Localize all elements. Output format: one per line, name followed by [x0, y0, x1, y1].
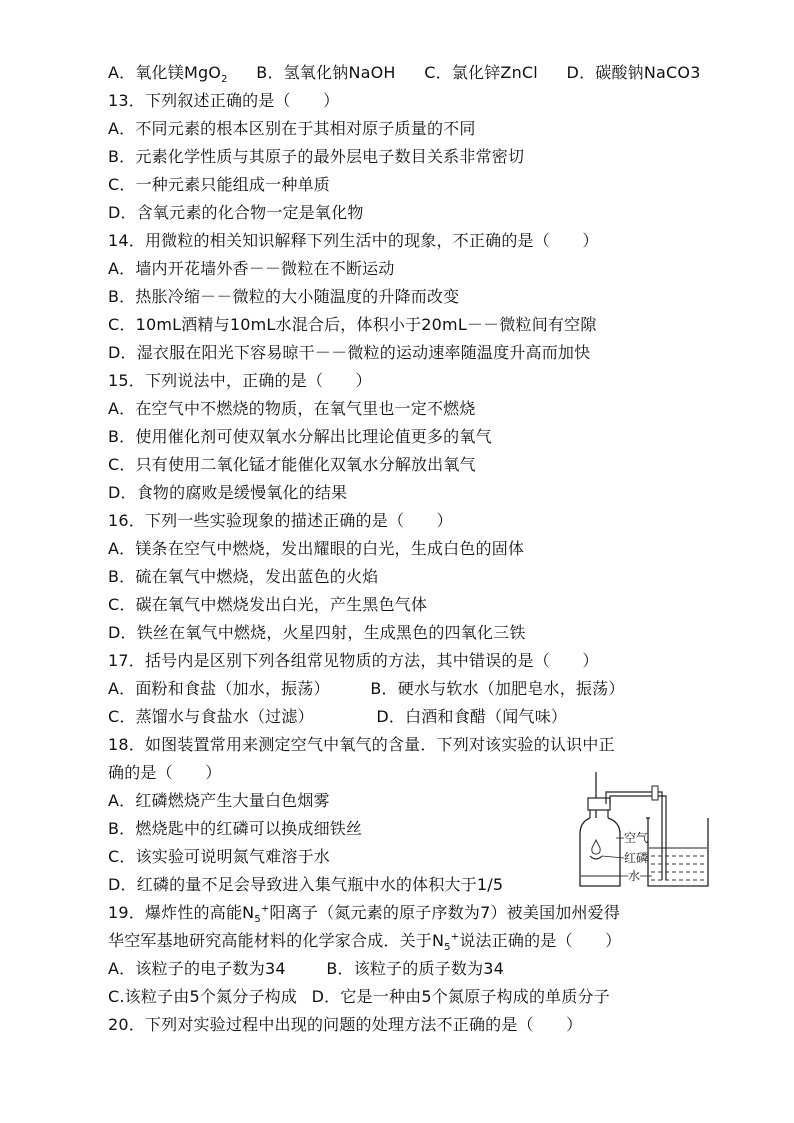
- q18-option-b: B．燃烧匙中的红磷可以换成细铁丝: [108, 819, 363, 838]
- q19-line2-end: 说法正确的是（ ）: [459, 931, 622, 950]
- q19-line2-subscript: 5: [444, 942, 451, 954]
- q19-line1-start: 19．爆炸性的高能N: [108, 903, 255, 922]
- q13-option-d: D．含氧元素的化合物一定是氧化物: [108, 203, 364, 222]
- q14-stem: 14．用微粒的相关知识解释下列生活中的现象，不正确的是（ ）: [108, 231, 599, 250]
- q19-stem-line-2: [108, 930, 621, 952]
- top-options-line: [108, 62, 701, 84]
- q19-line2-start: 华空军基地研究高能材料的化学家合成．关于N: [108, 931, 445, 950]
- q16-option-c: C．碳在氧气中燃烧发出白光，产生黑色气体: [108, 595, 428, 614]
- q19-line1-superscript: +: [260, 903, 270, 915]
- q16-option-b: B．硫在氧气中燃烧，发出蓝色的火焰: [108, 567, 379, 586]
- q16-option-a: A．镁条在空气中燃烧，发出耀眼的白光，生成白色的固体: [108, 539, 525, 558]
- q15-option-a: A．在空气中不燃烧的物质，在氧气里也一定不燃烧: [108, 399, 476, 418]
- q17-option-d: D．白酒和食醋（闻气味）: [376, 707, 568, 726]
- q18-option-a: A．红磷燃烧产生大量白色烟雾: [108, 791, 330, 810]
- q19-options-row-2: [108, 986, 610, 1008]
- q14-option-c: C．10mL酒精与10mL水混合后，体积小于20mL－－微粒间有空隙: [108, 315, 597, 334]
- q20-stem: 20．下列对实验过程中出现的问题的处理方法不正确的是（ ）: [108, 1015, 583, 1034]
- q19-stem-line-1: [108, 902, 620, 924]
- q14-option-b: B．热胀冷缩－－微粒的大小随温度的升降而改变: [108, 287, 460, 306]
- q13-stem: 13．下列叙述正确的是（ ）: [108, 91, 340, 110]
- q18-stem-line-2: 确的是（ ）: [108, 763, 222, 782]
- q19-line1-subscript: 5: [254, 914, 261, 926]
- q19-option-d: D．它是一种由5个氮原子构成的单质分子: [311, 987, 610, 1006]
- q18-option-d: D．红磷的量不足会导致进入集气瓶中水的体积大于1/5: [108, 875, 504, 894]
- q16-option-d: D．铁丝在氧气中燃烧，火星四射，生成黑色的四氧化三铁: [108, 623, 526, 642]
- label-water: 水: [628, 869, 641, 883]
- stopper: [588, 798, 610, 810]
- q17-option-c: C．蒸馏水与食盐水（过滤）: [108, 707, 314, 726]
- option-c: C．氯化锌ZnCl: [424, 63, 538, 82]
- q15-option-d: D．食物的腐败是缓慢氧化的结果: [108, 483, 348, 502]
- oxygen-measurement-apparatus: [576, 768, 712, 892]
- q15-stem: 15．下列说法中，正确的是（ ）: [108, 371, 372, 390]
- q15-option-b: B．使用催化剂可使双氧水分解出比理论值更多的氧气: [108, 427, 492, 446]
- q19-line1-end: 阳离子（氮元素的原子序数为7）被美国加州爱得: [269, 903, 621, 922]
- q17-option-a: A．面粉和食盐（加水，振荡）: [108, 679, 330, 698]
- q13-option-b: B．元素化学性质与其原子的最外层电子数目关系非常密切: [108, 147, 525, 166]
- beaker: [648, 818, 708, 886]
- q17-options-row-1: [108, 678, 625, 700]
- q13-option-a: A．不同元素的根本区别在于其相对原子质量的不同: [108, 119, 476, 138]
- q19-option-b: B．该粒子的质子数为34: [326, 959, 505, 978]
- option-a-subscript: 2: [221, 74, 228, 86]
- q19-option-a: A．该粒子的电子数为34: [108, 959, 286, 978]
- q15-option-c: C．只有使用二氧化锰才能催化双氧水分解放出氧气: [108, 455, 476, 474]
- option-a: A．氧化镁MgO: [108, 63, 222, 82]
- q17-stem: 17．括号内是区别下列各组常见物质的方法，其中错误的是（ ）: [108, 651, 599, 670]
- option-d: D．碳酸钠NaCO3: [566, 63, 701, 82]
- label-air: 空气: [624, 831, 649, 845]
- q18-stem-line-1: 18．如图装置常用来测定空气中氧气的含量．下列对该实验的认识中正: [108, 735, 615, 754]
- q14-option-a: A．墙内开花墙外香－－微粒在不断运动: [108, 259, 395, 278]
- q17-option-b: B．硬水与软水（加肥皂水，振荡）: [370, 679, 625, 698]
- q16-stem: 16．下列一些实验现象的描述正确的是（ ）: [108, 511, 453, 530]
- q18-option-c: C．该实验可说明氮气难溶于水: [108, 847, 330, 866]
- q17-options-row-2: [108, 706, 567, 728]
- label-red-phosphorus: 红磷: [624, 851, 649, 865]
- option-b: B．氢氧化钠NaOH: [256, 63, 396, 82]
- q19-line2-superscript: +: [450, 931, 460, 943]
- beaker-water: [651, 856, 706, 880]
- q13-option-c: C．一种元素只能组成一种单质: [108, 175, 330, 194]
- clamp-icon: [652, 786, 658, 800]
- q19-option-c: C.该粒子由5个氮分子构成: [108, 987, 298, 1006]
- q19-options-row-1: [108, 958, 504, 980]
- q14-option-d: D．湿衣服在阳光下容易晾干－－微粒的运动速率随温度升高而加快: [108, 343, 591, 362]
